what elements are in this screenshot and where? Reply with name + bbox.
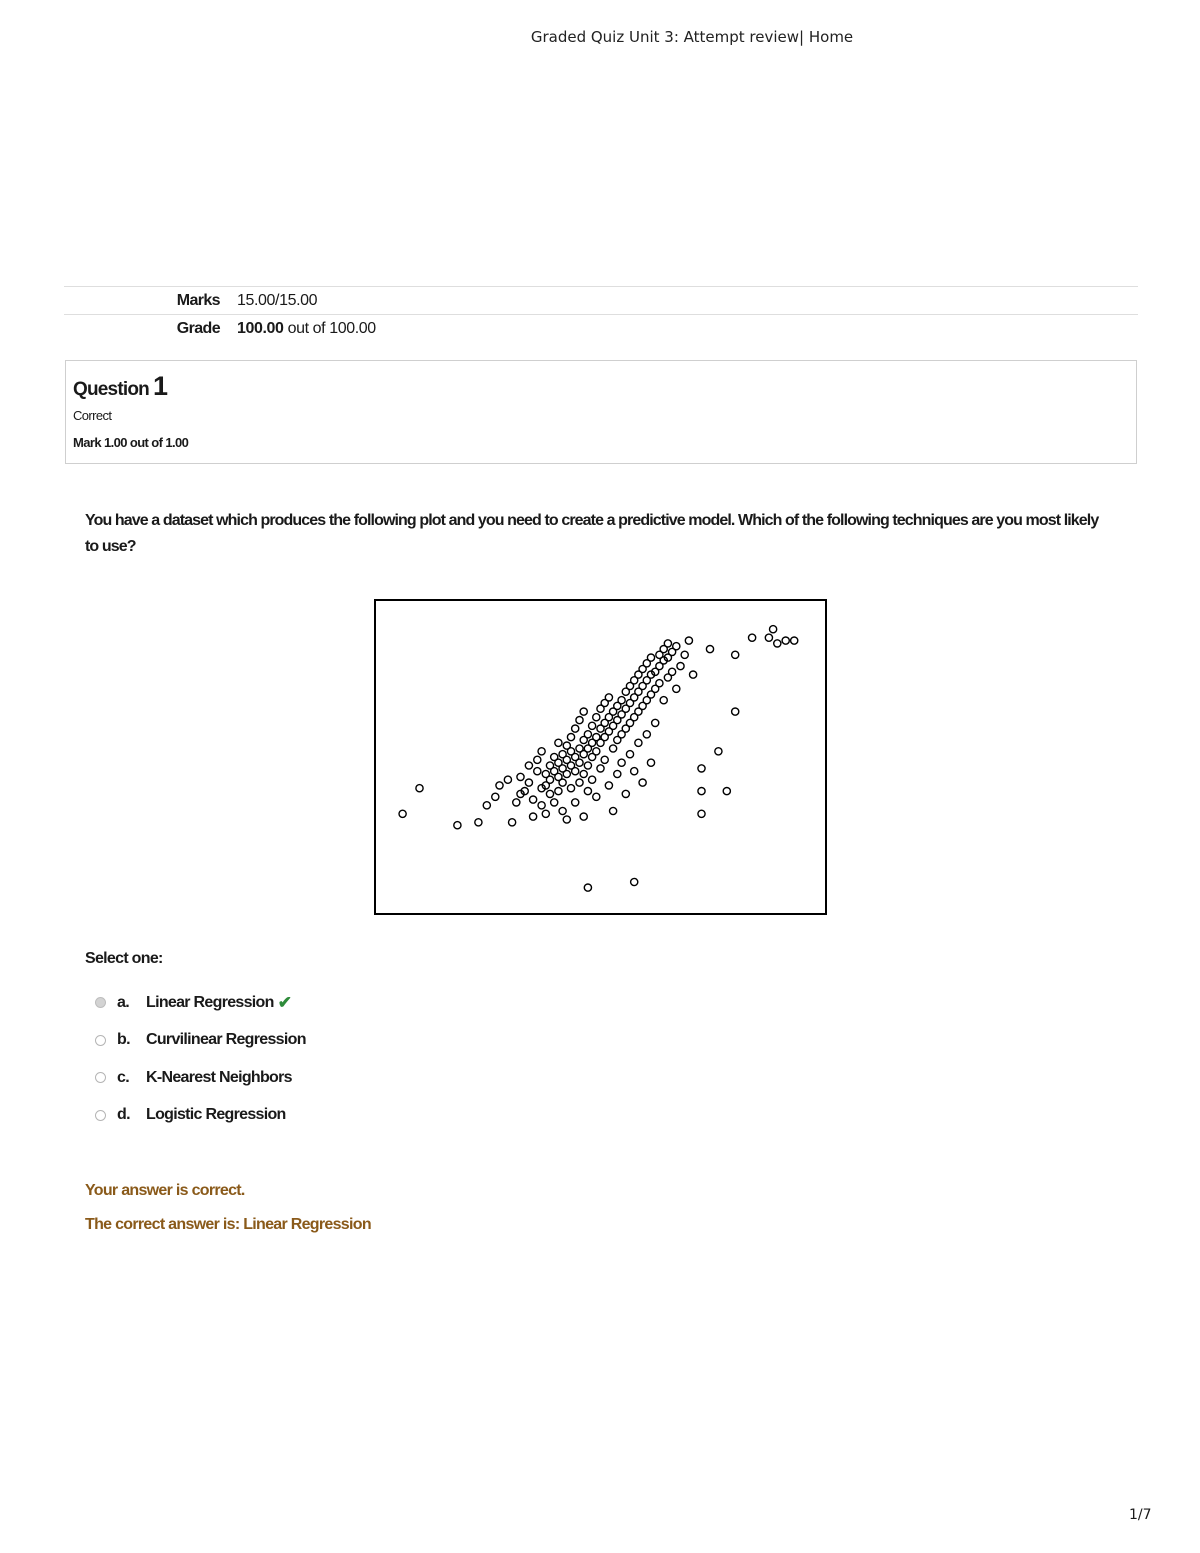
scatter-point [791,637,798,644]
grade-score: 100.00 [237,319,284,337]
scatter-point [673,643,680,650]
scatter-point [698,810,705,817]
scatter-point [509,819,516,826]
scatter-point [525,779,532,786]
radio-option-b[interactable] [95,1035,106,1046]
option-d[interactable] [95,1097,306,1135]
scatter-point [639,779,646,786]
scatter-point [572,799,579,806]
grade-value [237,320,376,338]
scatter-point [593,748,600,755]
scatter-point [589,776,596,783]
scatter-point [530,813,537,820]
page-number: 1/7 [1129,1507,1152,1523]
scatter-point [669,668,676,675]
scatter-point [723,788,730,795]
answer-options [95,984,306,1134]
scatter-point [454,822,461,829]
option-label: Logistic Regression [146,1106,286,1124]
scatter-point [698,765,705,772]
scatter-point [584,788,591,795]
attempt-summary [64,286,1138,342]
scatter-point [770,626,777,633]
scatter-point [597,765,604,772]
scatter-point [576,779,583,786]
scatter-point [715,748,722,755]
scatter-point [530,796,537,803]
scatter-point [538,748,545,755]
scatter-point [593,793,600,800]
scatter-point [538,802,545,809]
marks-value: 15.00/15.00 [237,291,318,309]
scatter-point [706,646,713,653]
scatter-point [555,739,562,746]
scatter-point [475,819,482,826]
scatter-point [563,816,570,823]
scatter-plot [374,599,827,915]
scatter-point [652,719,659,726]
scatter-point [677,663,684,670]
scatter-point [618,759,625,766]
question-info-box [65,360,1137,464]
scatter-point [567,785,574,792]
scatter-point [416,785,423,792]
scatter-point [525,762,532,769]
question-number: 1 [152,371,168,401]
option-letter: c. [117,1068,129,1086]
print-header-title: Graded Quiz Unit 3: Attempt review| Home [530,28,854,46]
option-c[interactable] [95,1059,306,1097]
scatter-point [635,739,642,746]
option-letter: b. [117,1031,130,1049]
scatter-point [660,697,667,704]
scatter-point [643,731,650,738]
select-one-prompt: Select one: [85,950,163,967]
question-label: Question [73,379,149,400]
scatter-point [631,878,638,885]
scatter-point [749,634,756,641]
summary-row-marks [64,286,1138,314]
question-title [73,371,1129,402]
scatter-point [618,697,625,704]
scatter-point [605,694,612,701]
scatter-point [546,790,553,797]
scatter-point [690,671,697,678]
scatter-point [399,810,406,817]
scatter-point [546,776,553,783]
scatter-point [496,782,503,789]
scatter-point [567,734,574,741]
question-text: You have a dataset which produces the following plot and you need to create a predictive model. Which of the following techniques are you most likely to use? [85,512,1099,555]
scatter-point [584,731,591,738]
scatter-point [551,799,558,806]
scatter-point [664,640,671,647]
scatter-point [765,634,772,641]
scatter-point [563,770,570,777]
scatter-point [593,714,600,721]
scatter-point [572,725,579,732]
option-label: Linear Regression [146,993,274,1011]
scatter-point [782,637,789,644]
scatter-point [647,759,654,766]
scatter-point [626,751,633,758]
scatter-point [580,813,587,820]
scatter-point [685,637,692,644]
check-icon: ✔ [277,992,292,1012]
radio-option-a[interactable] [95,997,106,1008]
question-mark: Mark 1.00 out of 1.00 [73,435,189,450]
scatter-point [555,788,562,795]
scatter-point [517,773,524,780]
scatter-point [774,640,781,647]
scatter-point [698,788,705,795]
grade-label: Grade [176,319,220,337]
scatter-point [610,807,617,814]
scatter-point [576,759,583,766]
scatter-point [589,722,596,729]
scatter-point [534,756,541,763]
scatter-point [732,708,739,715]
scatter-point [559,807,566,814]
scatter-plot-svg [376,601,825,913]
summary-row-grade [64,314,1138,342]
scatter-point [673,685,680,692]
scatter-point [559,779,566,786]
scatter-point [681,651,688,658]
scatter-point [483,802,490,809]
scatter-point [605,782,612,789]
scatter-point [647,654,654,661]
scatter-point [622,790,629,797]
scatter-point [542,810,549,817]
scatter-point [572,768,579,775]
scatter-point [584,762,591,769]
option-a[interactable] [95,984,306,1022]
answer-feedback [85,1182,371,1250]
question-state: Correct [73,408,112,423]
option-b[interactable] [95,1022,306,1060]
scatter-point [492,793,499,800]
scatter-point [504,776,511,783]
radio-option-d[interactable] [95,1110,106,1121]
feedback-correct: Your answer is correct. [85,1182,245,1199]
scatter-point [534,768,541,775]
option-label: K-Nearest Neighbors [146,1068,292,1086]
scatter-point [656,680,663,687]
scatter-point [732,651,739,658]
option-label: Curvilinear Regression [146,1031,306,1049]
scatter-point [631,768,638,775]
scatter-point [601,756,608,763]
scatter-point [610,745,617,752]
radio-option-c[interactable] [95,1072,106,1083]
scatter-point [614,770,621,777]
marks-label: Marks [176,291,220,309]
scatter-point [580,770,587,777]
option-letter: a. [117,993,129,1011]
scatter-point [580,708,587,715]
feedback-right-answer: The correct answer is: Linear Regression [85,1216,371,1233]
scatter-point [513,799,520,806]
scatter-point [584,884,591,891]
option-letter: d. [117,1106,130,1124]
grade-out-of: out of 100.00 [283,319,376,337]
scatter-point [576,717,583,724]
